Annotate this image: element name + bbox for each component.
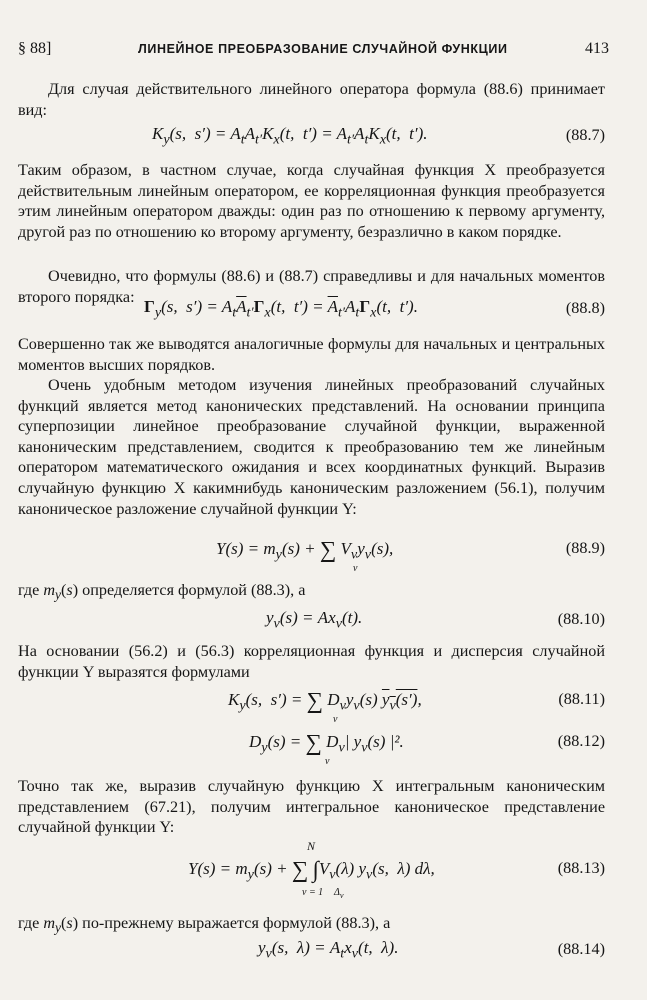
equation-formula: $K_y(s$, s′) = ∑ $D_\nu y_\nu(s)$ $y_\nu(s')$, bbox=[228, 688, 422, 714]
page-number: 413 bbox=[585, 40, 609, 57]
running-title: ЛИНЕЙНОЕ ПРЕОБРАЗОВАНИЕ СЛУЧАЙНОЙ ФУНКЦИИ bbox=[138, 42, 508, 56]
equation-number: (88.8) bbox=[565, 299, 605, 317]
section-ref: § 88] bbox=[18, 40, 52, 57]
paragraph-4: Совершенно так же выводятся аналогичные формулы для начальных и центральных моментов высших порядков. bbox=[18, 335, 605, 374]
equation-formula: $y_\nu(s$, $\lambda) = A_tx_\nu(t$, λ). bbox=[258, 938, 399, 962]
equation-88-10 bbox=[18, 606, 605, 636]
equation-88-8 bbox=[18, 295, 605, 325]
paragraph-6: где $m_y(s)$ определяется формулой (88.3), а bbox=[18, 581, 306, 603]
equation-number: (88.11) bbox=[558, 690, 605, 708]
equation-formula: $K_y(s$, $s') = A_tA_{t'}K_x(t$, $t') = A_{t'}A_tK_x(t$, t′). bbox=[152, 124, 428, 148]
equation-88-11: $K_y(s$, s′) = ∑ $D_\nu y_\nu(s)$ $y_\nu(s')$, ν (88.11) bbox=[228, 688, 605, 725]
equation-88-7 bbox=[18, 122, 605, 152]
paragraph-1: Для случая действительного линейного оператора формула (88.6) принимает вид: bbox=[18, 80, 605, 119]
equation-formula: $Y(s) = m_y(s)$ + ∑ $V_\nu y_\nu(s)$, bbox=[216, 537, 394, 563]
running-header bbox=[18, 40, 609, 62]
equation-number: (88.9) bbox=[565, 539, 605, 557]
equation-formula: $Y(s) = m_y(s)$ + ∑ $\int V_\nu(\lambda)$ $y_\nu(s$, λ) dλ, bbox=[188, 857, 435, 883]
paragraph-2: Таким образом, в частном случае, когда случайная функция X преобразуется действительным линейным оператором, ее корреляционная функция преобразуется этим линейным оператором дважды: один раз по отношению к первому аргументу, другой раз по отношению ко второму аргументу, безразлично в каком порядке. bbox=[18, 161, 605, 241]
equation-88-14 bbox=[18, 936, 605, 966]
equation-formula: $y_\nu(s) = Ax_\nu(t)$. bbox=[266, 608, 363, 632]
paragraph-8: Точно так же, выразив случайную функцию X интегральным каноническим представлением (67.21), получим интегральное каноническое представление случайной функции Y: bbox=[18, 777, 605, 837]
equation-number: (88.10) bbox=[557, 610, 605, 628]
equation-88-9: $Y(s) = m_y(s)$ + ∑ $V_\nu y_\nu(s)$, ν (88.9) bbox=[216, 537, 605, 574]
equation-number: (88.7) bbox=[565, 126, 605, 144]
equation-88-12: $D_y(s)$ = ∑ $D_\nu|$ $y_\nu(s)$ |². ν (88.12) bbox=[249, 730, 605, 767]
equation-formula: $D_y(s)$ = ∑ $D_\nu|$ $y_\nu(s)$ |². bbox=[249, 730, 404, 756]
paragraph-3: Очевидно, что формулы (88.6) и (88.7) справедливы и для начальных моментов второго порядка: bbox=[18, 267, 605, 306]
paragraph-9: где $m_y(s)$ по-прежнему выражается формулой (88.3), а bbox=[18, 914, 391, 936]
equation-number: (88.12) bbox=[557, 732, 605, 750]
equation-formula: $\Gamma_y(s$, $s') = A_t\overline{A}_{t'}\Gamma_x(t$, $t') = \overline{A}_{t'}A_t\Gamma_x(t$, t′). bbox=[144, 297, 418, 321]
equation-number: (88.13) bbox=[557, 859, 605, 877]
paragraph-5: Очень удобным методом изучения линейных преобразований случайных функций является метод канонических представлений. На основании принципа суперпозиции линейное преобразование случайной функции, выраженной каноническим представлением, сводится к преобразованию тем же линейным оператором математического ожидания и всех координатных функций. Выразив случайную функцию X какимнибудь каноническим разложением (56.1), получим каноническое разложение случайной функции Y: bbox=[18, 376, 605, 518]
equation-88-13: $Y(s) = m_y(s)$ + ∑ $\int V_\nu(\lambda)$ $y_\nu(s$, λ) dλ, N ν = 1 $\Delta_\nu$ (88.13) bbox=[188, 839, 605, 900]
paragraph-7: На основании (56.2) и (56.3) корреляционная функция и дисперсия случайной функции Y выразятся формулами bbox=[18, 642, 605, 681]
equation-number: (88.14) bbox=[557, 940, 605, 958]
